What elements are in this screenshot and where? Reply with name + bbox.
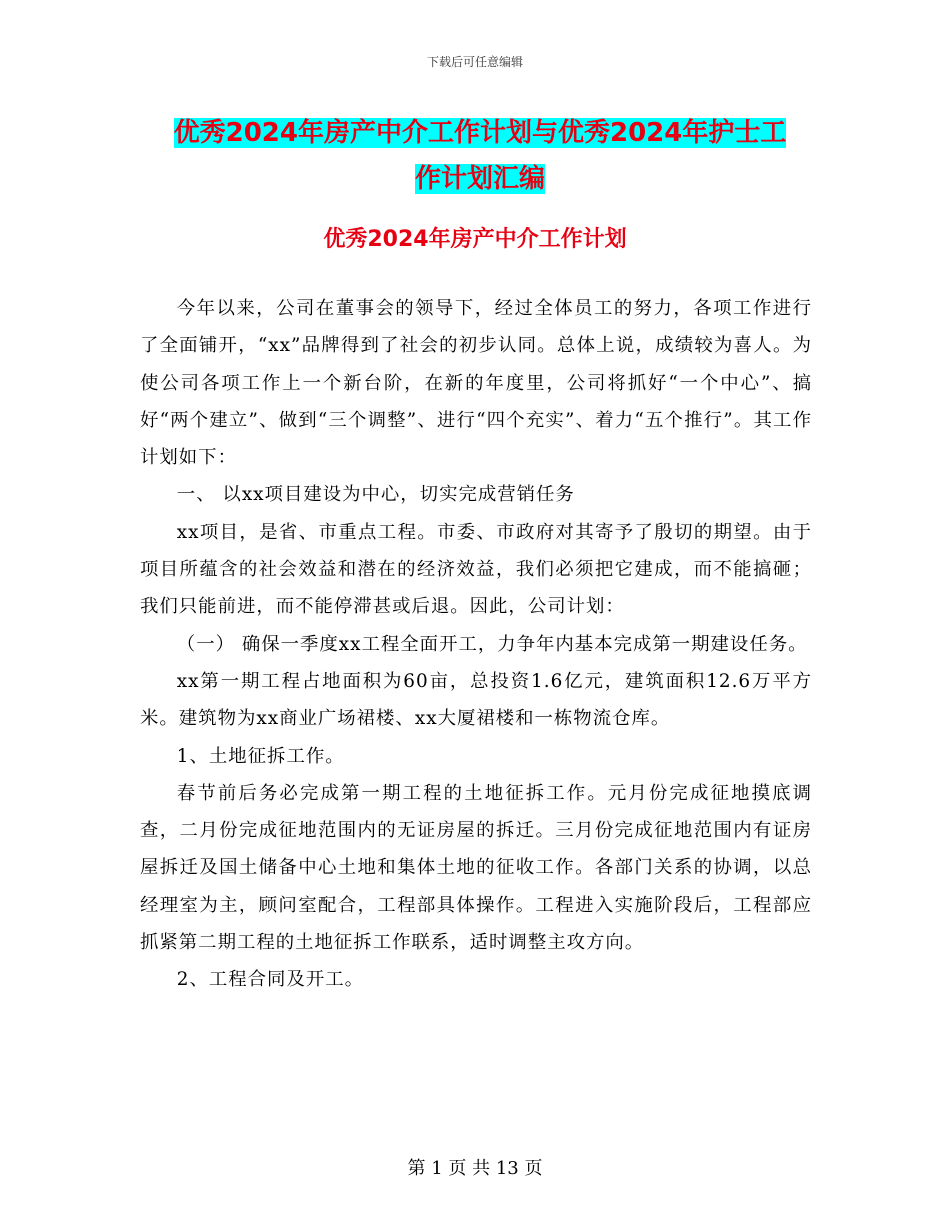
document-body xyxy=(140,290,812,999)
section-title: 优秀2024年房产中介工作计划 xyxy=(323,227,627,252)
document-title-line-2: 作计划汇编 xyxy=(414,164,545,194)
paragraph: 一、 以xx项目建设为中心，切实完成营销任务 xyxy=(176,484,575,506)
paragraph: 2、工程合同及开工。 xyxy=(176,969,365,991)
document-title-line-1: 优秀2024年房产中介工作计划与优秀2024年护士工 xyxy=(173,118,787,148)
paragraph: （一） 确保一季度xx工程全面开工，力争年内基本完成第一期建设任务。 xyxy=(176,633,808,655)
paragraph: 今年以来，公司在董事会的领导下，经过全体员工的努力，各项工作进行了全面铺开，“xx”品牌得到了社会的初步认同。总体上说，成绩较为喜人。为使公司各项工作上一个新台阶，在新的年度里，公司将抓好“一个中心”、搞好“两个建立”、做到“三个调整”、进行“四个充实”、着力“五个推行”。其工作计划如下： xyxy=(140,298,812,469)
paragraph: 1、土地征拆工作。 xyxy=(176,745,345,767)
paragraph: xx第一期工程占地面积为60亩，总投资1.6亿元，建筑面积12.6万平方米。建筑物为xx商业广场裙楼、xx大厦裙楼和一栋物流仓库。 xyxy=(140,670,812,730)
header-note: 下载后可任意编辑 xyxy=(426,55,523,69)
page-number-footer: 第 1 页 共 13 页 xyxy=(407,1158,543,1179)
paragraph: xx项目，是省、市重点工程。市委、市政府对其寄予了殷切的期望。由于项目所蕴含的社会效益和潜在的经济效益，我们必须把它建成，而不能搞砸；我们只能前进，而不能停滞甚或后退。因此，公司计划： xyxy=(140,521,812,618)
paragraph: 春节前后务必完成第一期工程的土地征拆工作。元月份完成征地摸底调查，二月份完成征地范围内的无证房屋的拆迁。三月份完成征地范围内有证房屋拆迁及国土储备中心土地和集体土地的征收工作。各部门关系的协调，以总经理室为主，顾问室配合，工程部具体操作。工程进入实施阶段后，工程部应抓紧第二期工程的土地征拆工作联系，适时调整主攻方向。 xyxy=(140,782,812,954)
document-title xyxy=(140,110,820,202)
